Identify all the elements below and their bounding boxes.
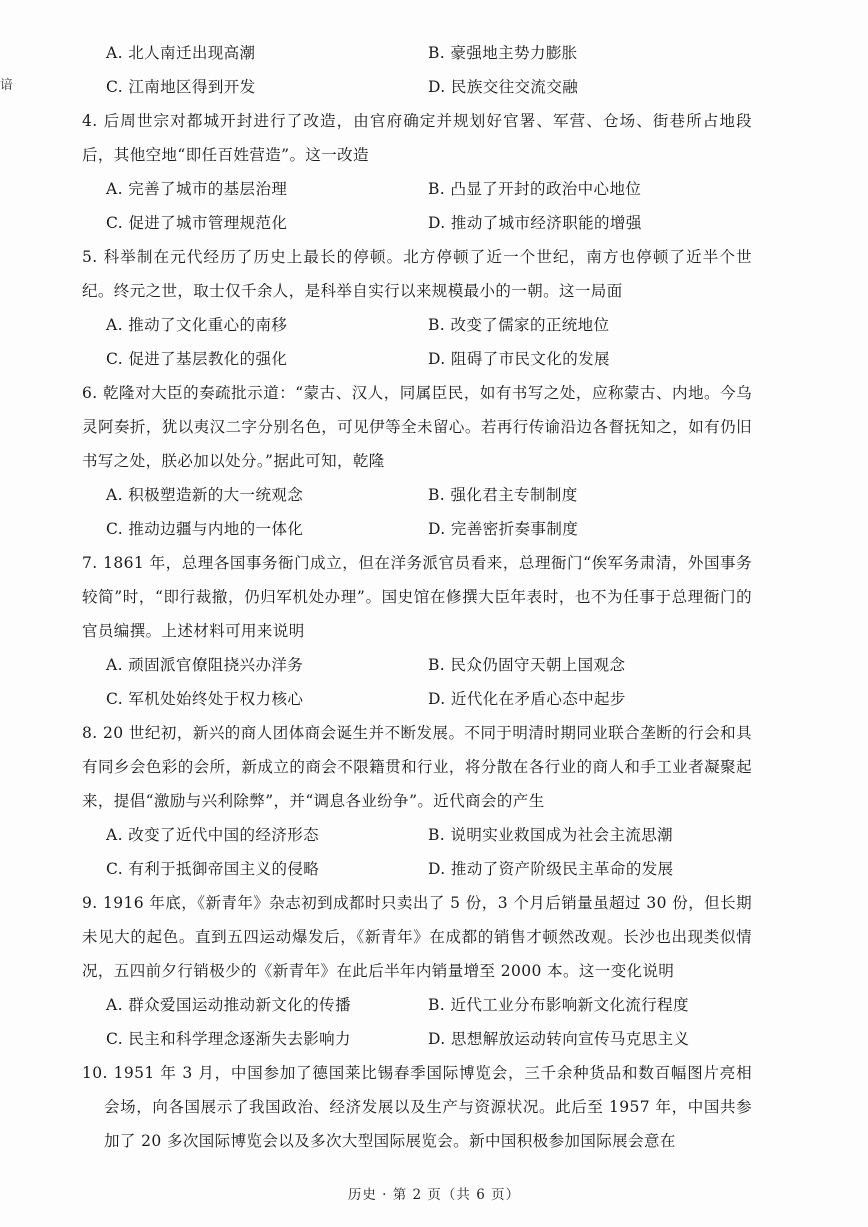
q7-option-d: D. 近代化在矛盾心态中起步 (428, 690, 626, 708)
q9-option-d: D. 思想解放运动转向宣传马克思主义 (428, 1030, 690, 1048)
question-4-options (82, 172, 752, 240)
question-list (82, 36, 752, 1158)
q6-option-d: D. 完善密折奏事制度 (428, 520, 579, 538)
q3-option-b: B. 豪强地主势力膨胀 (428, 44, 578, 62)
q8-option-d: D. 推动了资产阶级民主革命的发展 (428, 860, 674, 878)
q3-option-d: D. 民族交往交流交融 (428, 78, 579, 96)
q5-option-d: D. 阻碍了市民文化的发展 (428, 350, 610, 368)
q3-options (82, 36, 752, 104)
question-4-stem: 4. 后周世宗对都城开封进行了改造，由官府确定并规划好官署、军营、仓场、街巷所占地段后，其他空地“即任百姓营造”。这一改造 (82, 112, 752, 164)
q9-option-c: C. 民主和科学理念逐渐失去影响力 (106, 1030, 351, 1048)
question-7 (82, 546, 752, 716)
question-10 (82, 1056, 752, 1158)
question-5-options (82, 308, 752, 376)
question-5 (82, 240, 752, 376)
question-6-options (82, 478, 752, 546)
question-9 (82, 886, 752, 1056)
question-7-stem: 7. 1861 年，总理各国事务衙门成立，但在洋务派官员看来，总理衙门“俟军务肃清，外国事务较简”时，“即行裁撤，仍归军机处办理”。国史馆在修撰大臣年表时，也不为任事于总理衙门的官员编撰。上述材料可用来说明 (82, 554, 752, 640)
q4-option-d: D. 推动了城市经济职能的增强 (428, 214, 642, 232)
q6-option-a: A. 积极塑造新的大一统观念 (106, 486, 304, 504)
question-10-stem: 10. 1951 年 3 月，中国参加了德国莱比锡春季国际博览会，三千余种货品和数百幅图片亮相会场，向各国展示了我国政治、经济发展以及生产与资源状况。此后至 1957 年，中国共参加了 20 多次国际博览会以及多次大型国际展览会。新中国积极参加国际展会意在 (82, 1064, 752, 1150)
q8-option-b: B. 说明实业救国成为社会主流思潮 (428, 826, 674, 844)
edge-fragment-text: 谙 (0, 78, 14, 93)
q4-option-a: A. 完善了城市的基层治理 (106, 180, 288, 198)
question-4 (82, 104, 752, 240)
question-6 (82, 376, 752, 546)
q7-option-c: C. 军机处始终处于权力核心 (106, 690, 304, 708)
q5-option-a: A. 推动了文化重心的南移 (106, 316, 288, 334)
q8-option-c: C. 有利于抵御帝国主义的侵略 (106, 860, 320, 878)
q6-option-c: C. 推动边疆与内地的一体化 (106, 520, 304, 538)
q5-option-b: B. 改变了儒家的正统地位 (428, 316, 610, 334)
question-5-stem: 5. 科举制在元代经历了历史上最长的停顿。北方停顿了近一个世纪，南方也停顿了近半个世纪。终元之世，取士仅千余人，是科举自实行以来规模最小的一朝。这一局面 (82, 248, 752, 300)
question-6-stem: 6. 乾隆对大臣的奏疏批示道：“蒙古、汉人，同属臣民，如有书写之处，应称蒙古、内地。今乌灵阿奏折，犹以夷汉二字分别名色，可见伊等全未留心。若再行传谕沿边各督抚知之，如有仍旧书写之处，朕必加以处分。”据此可知，乾隆 (82, 384, 752, 470)
q4-option-c: C. 促进了城市管理规范化 (106, 214, 288, 232)
question-9-stem: 9. 1916 年底，《新青年》杂志初到成都时只卖出了 5 份，3 个月后销量虽超过 30 份，但长期未见大的起色。直到五四运动爆发后，《新青年》在成都的销售才顿然改观。长沙也出现类似情况，五四前夕行销极少的《新青年》在此后半年内销量增至 2000 本。这一变化说明 (82, 894, 752, 980)
question-8-stem: 8. 20 世纪初，新兴的商人团体商会诞生并不断发展。不同于明清时期同业联合垄断的行会和具有同乡会色彩的会所，新成立的商会不限籍贯和行业，将分散在各行业的商人和手工业者凝聚起来，提倡“激励与兴利除弊”，并“调息各业纷争”。近代商会的产生 (82, 724, 752, 810)
q5-option-c: C. 促进了基层教化的强化 (106, 350, 288, 368)
q7-option-b: B. 民众仍固守天朝上国观念 (428, 656, 626, 674)
q8-option-a: A. 改变了近代中国的经济形态 (106, 826, 320, 844)
question-7-options (82, 648, 752, 716)
q9-option-a: A. 群众爱国运动推动新文化的传播 (106, 996, 351, 1014)
question-8 (82, 716, 752, 886)
q3-option-a: A. 北人南迁出现高潮 (106, 44, 256, 62)
q7-option-a: A. 顽固派官僚阻挠兴办洋务 (106, 656, 304, 674)
q3-option-c: C. 江南地区得到开发 (106, 78, 256, 96)
question-9-options (82, 988, 752, 1056)
question-8-options (82, 818, 752, 886)
q4-option-b: B. 凸显了开封的政治中心地位 (428, 180, 642, 198)
page-footer: 历史 · 第 2 页（共 6 页） (347, 1187, 521, 1203)
q9-option-b: B. 近代工业分布影响新文化流行程度 (428, 996, 689, 1014)
q6-option-b: B. 强化君主专制制度 (428, 486, 578, 504)
